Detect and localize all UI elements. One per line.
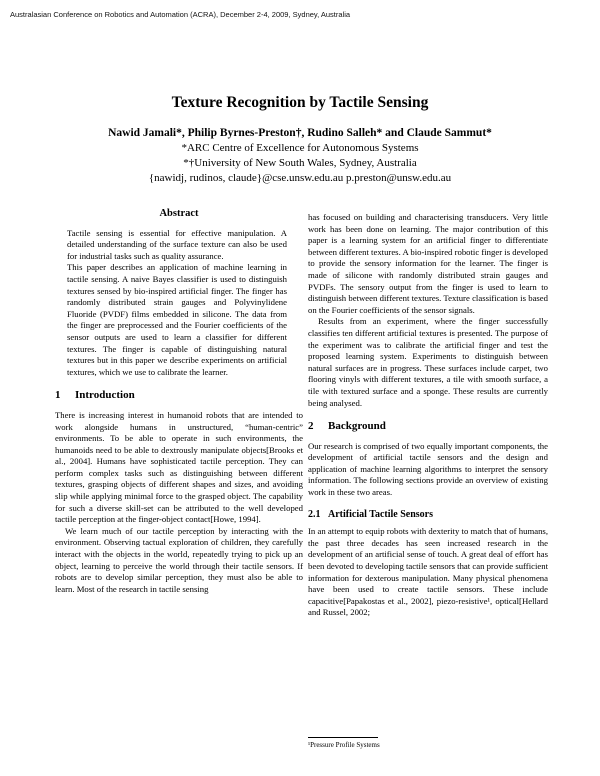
section-title: Background — [328, 420, 386, 433]
affiliation-1: *ARC Centre of Excellence for Autonomous Systems — [181, 142, 419, 154]
footnote-text: ¹Pressure Profile Systems — [308, 741, 380, 749]
body-paragraph: There is increasing interest in humanoid robots that are intended to work alongside humans in unstructured, “human-centric” environments. To be able to operate in such environments, the humanoids need to be able to dextrously manipulate objects[Brooks et al., 2004]. Humans have sophisticated tactile perception. They can perform complex tasks such as distinguishing between different textures, grasping objects of different shapes and sizes, and avoiding slip while applying minimal force to the grasped object. The capability for such a diverse skill-set can be attributed to the well developed tactile perception at the finger-object contact[Howe, 1994]. — [55, 409, 303, 525]
section-heading-background — [308, 421, 548, 433]
author-block — [0, 126, 600, 186]
body-paragraph: Results from an experiment, where the finger successfully classifies ten different artificial textures is presented. The purpose of the experiment was to calibrate the artificial finger and test the proposed learning system. Experiments to distinguish between natural surfaces are in progress. These surfaces include carpet, two flooring vinyls with different textures, a tile with smooth surface, a tile with textured surface and a sponge. These results are currently being analysed. — [308, 316, 548, 408]
author-emails: {nawidj, rudinos, claude}@cse.unsw.edu.au p.preston@unsw.edu.au — [148, 172, 452, 184]
subsection-title: Artificial Tactile Sensors — [328, 508, 433, 520]
left-column — [55, 208, 303, 595]
subsection-heading-tactile-sensors — [308, 509, 548, 521]
subsection-number: 2.1 — [308, 508, 321, 520]
abstract-paragraph: This paper describes an application of machine learning in tactile sensing. A naive Bayes classifier is used to distinguish textures sensed by bio-inspired artificial finger. The finger has randomly distributed strain gauges and Polyvinylidene Fluoride (PVDF) films embedded in silicone. The data from the finger are preprocessed and the Fourier coefficients of the sensor outputs are used to learn a classifier for different textures. The finger is capable of distinguishing natural textures but in this paper we describe experiments on artificial textures, which we use to calibrate the learner. — [67, 262, 287, 377]
body-paragraph: We learn much of our tactile perception by interacting with the environment. Observing tactual exploration of children, they carefully interact with the objects in the world, repeatedly trying to pick up an object, learning to perceive the world through their tactile sensors. If robots are to develop similar perception, they must also be able to learn. Most of the research in tactile sensing — [55, 525, 303, 594]
running-header: Australasian Conference on Robotics and Automation (ACRA), December 2-4, 2009, Sydney, Australia — [10, 10, 351, 19]
right-column — [308, 212, 548, 619]
abstract-paragraph: Tactile sensing is essential for effective manipulation. A detailed understanding of the surface texture can also be used for industrial tasks such as quality assurance. — [67, 227, 287, 261]
author-names: Nawid Jamali*, Philip Byrnes-Preston†, Rudino Salleh* and Claude Sammut* — [108, 127, 492, 139]
body-paragraph: In an attempt to equip robots with dexterity to match that of humans, the past three decades has seen increased research in the development of an artificial sense of touch. A great deal of effort has been devoted to developing tactile sensors that can provide sufficient information for dexterous manipulation. Many physical phenomena have been used to create tactile sensors. These include capacitive[Papakostas et al., 2002], piezo-resistive¹, optical[Hellard and Russel, 2002; — [308, 526, 548, 618]
section-number: 2 — [308, 420, 314, 433]
body-paragraph: has focused on building and characterising transducers. Very little work has been done on learning. The major contribution of this paper is a learning system for an artificial finger to differentiate between different textures. A bio-inspired robotic finger is developed to provide the sensory information for the learner. The finger is made of silicone with randomly distributed strain gauges and PVDFs. The sensory output from the finger is used to learn to distinguish between different textures. Texture classification is based on the Fourier coefficients of the sensor signals. — [308, 212, 548, 315]
section-title: Introduction — [75, 389, 135, 402]
abstract-body — [55, 228, 303, 379]
body-paragraph: Our research is comprised of two equally important components, the development of artificial tactile sensors and the design and application of machine learning algorithms to interpret the sensory information. The following sections provide an overview of existing work in these two areas. — [308, 440, 548, 498]
paper-title: Texture Recognition by Tactile Sensing — [171, 94, 429, 111]
affiliation-2: *†University of New South Wales, Sydney, Australia — [183, 157, 417, 169]
footnote-rule — [308, 737, 378, 738]
section-number: 1 — [55, 389, 61, 402]
abstract-heading: Abstract — [159, 208, 199, 219]
footnote — [308, 737, 548, 749]
section-heading-introduction — [55, 390, 303, 402]
